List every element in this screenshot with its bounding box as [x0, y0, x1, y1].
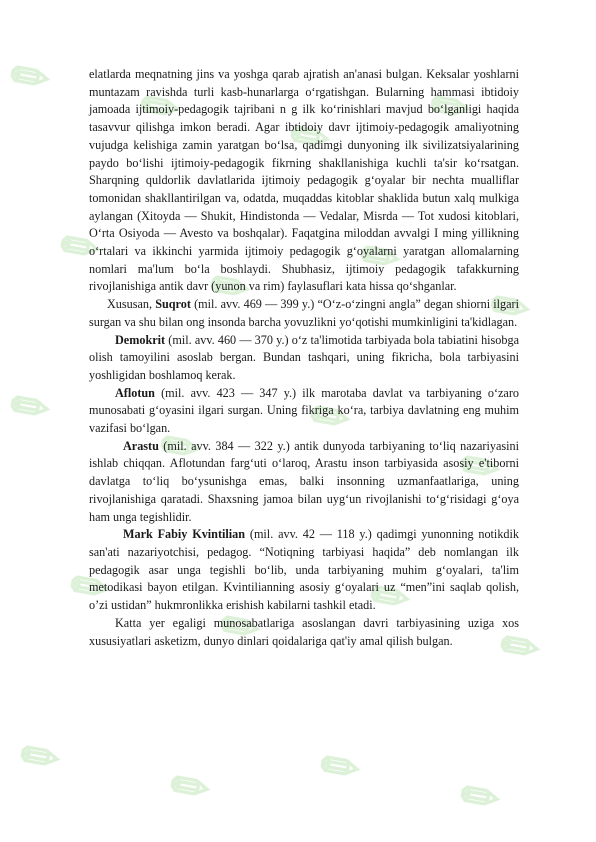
paragraph-arastu [89, 438, 519, 527]
person-name: Arastu [123, 438, 159, 453]
svg-text:✎: ✎ [449, 434, 511, 500]
person-name: Aflotun [115, 385, 155, 400]
svg-text:✎: ✎ [129, 74, 191, 140]
svg-text:✎: ✎ [0, 44, 61, 110]
svg-text:✎: ✎ [449, 764, 511, 830]
svg-text:✎: ✎ [479, 274, 541, 340]
svg-text:✎: ✎ [279, 104, 341, 170]
svg-text:✎: ✎ [0, 374, 61, 440]
svg-text:✎: ✎ [159, 754, 221, 820]
paragraph-kvintilian [89, 526, 519, 615]
paragraph-lead: Xususan, [107, 297, 156, 312]
svg-text:✎: ✎ [59, 554, 121, 620]
body-text [89, 66, 519, 650]
svg-text:✎: ✎ [489, 614, 551, 680]
paragraph-intro [89, 66, 519, 296]
svg-text:✎: ✎ [199, 254, 261, 320]
paragraph-aflotun [89, 385, 519, 438]
paragraph-text: (mil. avv. 423 — 347 y.) ilk marotaba davlat va tarbiyaning o‘zaro munosabati g‘oyasini ilgari surgan. Uning fikriga ko‘ra, tarbiya davlatning eng muhim vazifasi bo‘lgan. [89, 385, 519, 436]
svg-text:✎: ✎ [419, 74, 481, 140]
paragraph-text: elatlarda meqnatning jins va yoshga qarab ajratish an'anasi bulgan. Keksalar yoshlarni muntazam ravishda turli kasb-hunarlarga o‘rgatishgan. Bularning hammasi ibtidoiy jamoada ijtimoiy-pedagogik tajribani n g ilk ko‘rinishlari mavjud bo‘lganligi haqida tasavvur qilishga imkon beradi. Agar ibtidoiy davr ijtimoiy-pedagogik amaliyotning vujudga kelishiga zamin yaratgan bo‘lsa, qadimgi dunyoning ilk sivilizatsiyalarining paydo bo‘lishi ijtimoiy-pedagogik fikrning shakllanishiga kuchli ta'sir ko‘rsatgan. Sharqning quldorlik davlatlarida ijtimoiy pedagogik g‘oyalar bir nechta mualliflar tomonidan shakllantirilgan va, odatda, muqaddas kitoblar shaklida butun xalq mulkiga aylangan (Xitoyda — Shukit, Hindistonda — Vedalar, Misrda — Tot xudosi kitoblari, O‘rta Osiyoda — Avesto va boshqalar). Faqatgina miloddan avvalgi I ming yillikning o‘rtalari va ikkinchi yarmida ijtimoiy pedagogik g‘oyalarni yaratgan allomalarning nomlari ma'lum bo‘la boshlaydi. Shubhasiz, ijtimoiy pedagogik tafakkurning rivojlanishiga antik davr (yunon va rim) faylasuflari kata hissa qo‘shganlar. [89, 67, 519, 294]
paragraph-lead: Katta yer egaligi munosabatlariga asoslangan davri tarbiyasining uziga xos xususiyatlari asketizm, dunyo dinlari qoidalariga qat'iy amal qilish bulgan. [89, 615, 519, 648]
paragraph-suqrot [89, 296, 519, 331]
svg-text:✎: ✎ [349, 224, 411, 290]
svg-text:✎: ✎ [149, 414, 211, 480]
person-name: Suqrot [155, 297, 191, 312]
paragraph-text: (mil. avv. 42 — 118 y.) qadimgi yunonning notikdik san'ati nazariyotchisi, pedagog. “Notiqning tarbiyasi haqida” deb nomlangan ilk pedagogik asar unga tegishli bo‘lib, unda tarbiyaning muhim g‘oyalari, ta'lim metodikasi bayon etilgan. Kvintilianning asosiy g‘oyalari uz “men”ini saqlab qolish, o’zi ustidan” hukmronlikka erishish kabilarni tashkil etadi. [89, 527, 519, 613]
svg-text:✎: ✎ [359, 564, 421, 630]
svg-text:✎: ✎ [209, 594, 271, 660]
svg-text:✎: ✎ [299, 384, 361, 450]
svg-text:✎: ✎ [309, 734, 371, 800]
svg-text:✎: ✎ [49, 214, 111, 280]
person-name: Demokrit [115, 332, 166, 347]
paragraph-demokrit [89, 332, 519, 385]
person-name: Mark Fabiy Kvintilian [123, 527, 246, 542]
paragraph-text: (mil. avv. 469 — 399 y.) “O‘z-o‘zingni angla” degan shiorni ilgari surgan va shu bilan ong insonda barcha yovuzlikni yo‘qotishi mumkinligini ta'kidlagan. [89, 297, 519, 329]
svg-text:✎: ✎ [9, 724, 71, 790]
paragraph-text: (mil. avv. 460 — 370 y.) o‘z ta'limotida tarbiyada bola tabiatini hisobga olish tamoyilini asoslab bergan. Bundan tashqari, uning fikricha, bola tarbiyasini yoshligidan boshlamoq kerak. [89, 332, 519, 382]
paragraph-text: (mil. avv. 384 — 322 y.) antik dunyoda tarbiyaning to‘liq nazariyasini ishlab chiqqan. Aflotundan farg‘uti o‘laroq, Arastu inson tarbiyasida asosiy e'tiborni davlatga to‘liq bo‘ysunishga emas, balki insonning uzmanfaatlariga, uning rivojlanishiga qaratadi. Shaxsning jamoa bilan uyg‘un rivojlanishi to‘g‘risidagi g‘oya ham unga tegishlidir. [89, 438, 519, 524]
paragraph-katta-yer [89, 615, 519, 650]
